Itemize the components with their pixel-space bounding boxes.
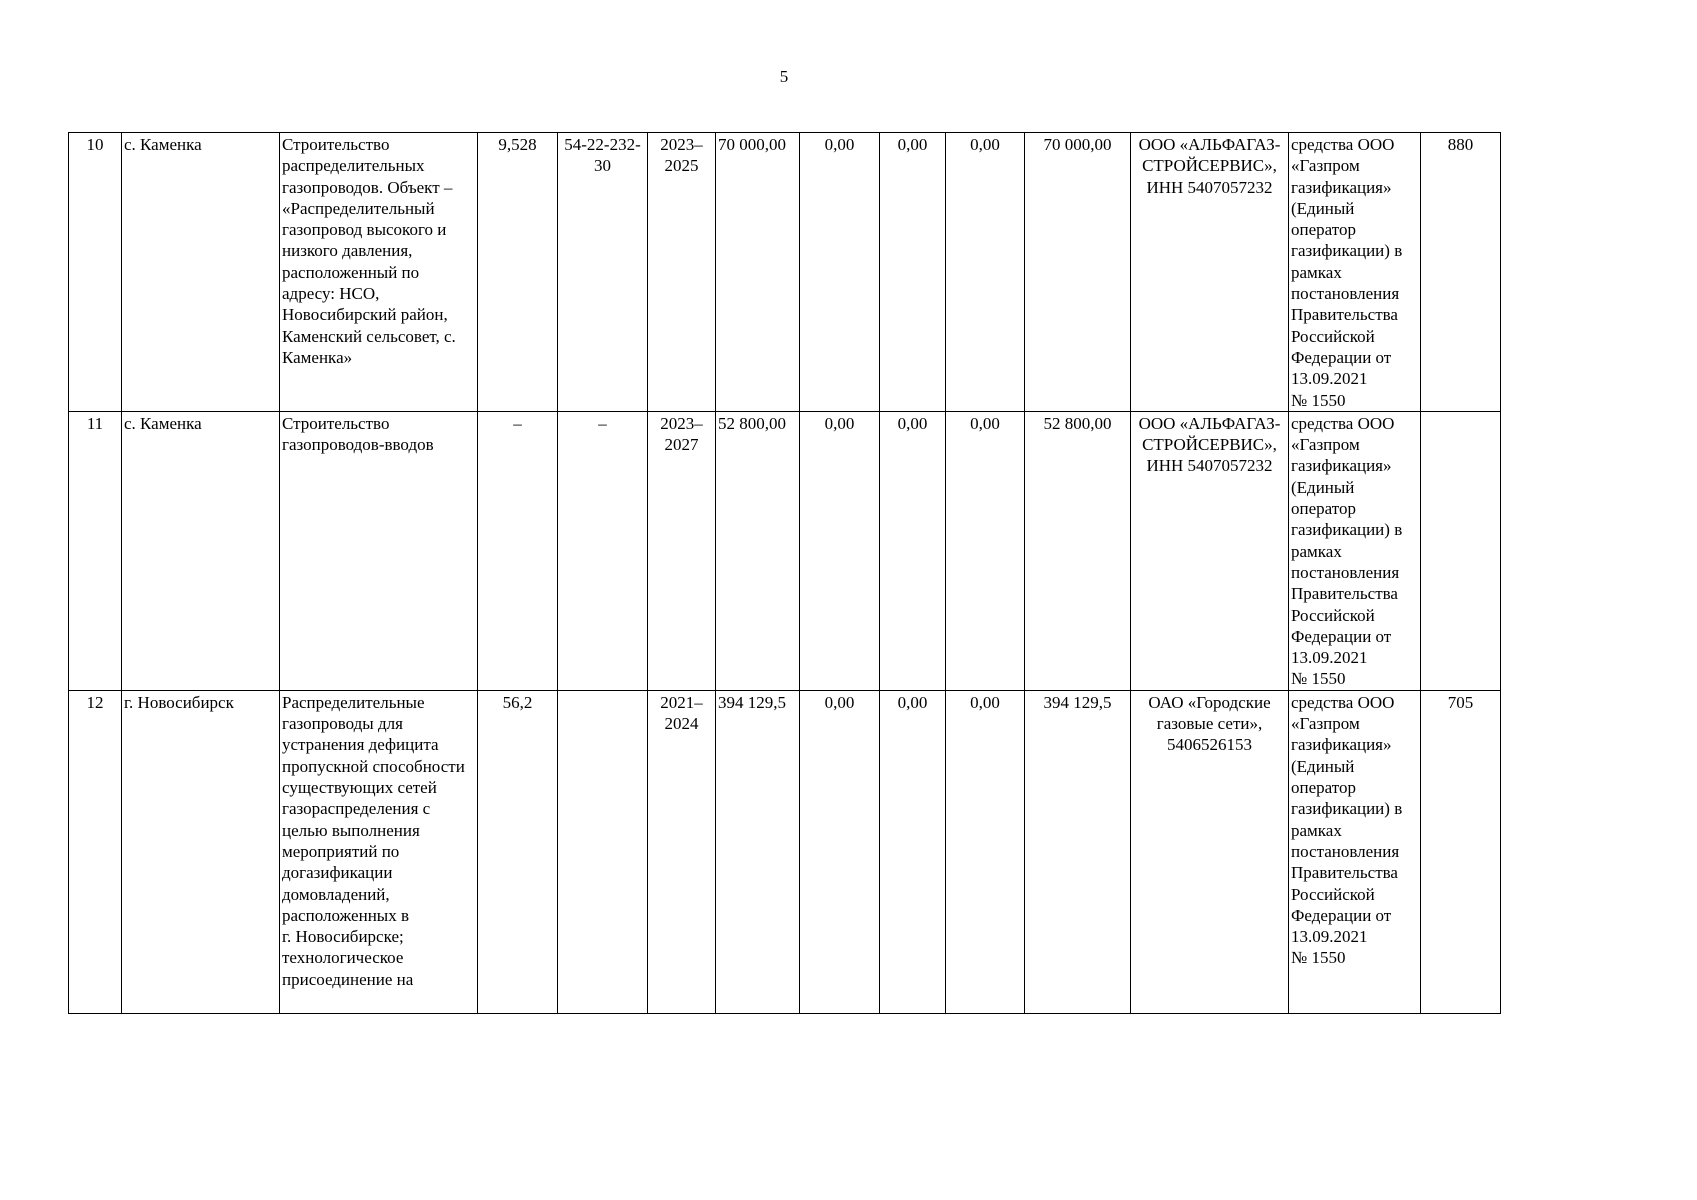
last-value-cell: 705 <box>1421 690 1501 1013</box>
code-cell: 54-22-232-30 <box>558 133 648 412</box>
value-cell: 70 000,00 <box>1025 133 1131 412</box>
value-cell: 0,00 <box>946 411 1025 690</box>
years-cell: 2023– 2027 <box>648 411 716 690</box>
funding-cell: средства ООО «Газпром газификация» (Единый оператор газификации) в рамках постановления Правительства Российской Федерации от 13.09.2021 № 1550 <box>1289 690 1421 1013</box>
value-cell: 0,00 <box>880 411 946 690</box>
funding-cell: средства ООО «Газпром газификация» (Единый оператор газификации) в рамках постановления Правительства Российской Федерации от 13.09.2021 № 1550 <box>1289 411 1421 690</box>
organization-cell: ООО «АЛЬФАГАЗ-СТРОЙСЕРВИС», ИНН 5407057232 <box>1131 411 1289 690</box>
table-row <box>69 411 1501 690</box>
organization-cell: ОАО «Городские газовые сети», 5406526153 <box>1131 690 1289 1013</box>
value-cell: 0,00 <box>800 690 880 1013</box>
locality-cell: с. Каменка <box>122 411 280 690</box>
length-cell: 9,528 <box>478 133 558 412</box>
row-number: 12 <box>69 690 122 1013</box>
description-cell: Строительство газопроводов-вводов <box>280 411 478 690</box>
organization-cell: ООО «АЛЬФАГАЗ-СТРОЙСЕРВИС», ИНН 5407057232 <box>1131 133 1289 412</box>
page-number: 5 <box>779 67 789 86</box>
last-value-cell: 880 <box>1421 133 1501 412</box>
code-cell <box>558 690 648 1013</box>
value-cell: 0,00 <box>880 690 946 1013</box>
length-cell: – <box>478 411 558 690</box>
last-value-cell <box>1421 411 1501 690</box>
row-number: 10 <box>69 133 122 412</box>
locality-cell: г. Новосибирск <box>122 690 280 1013</box>
funding-cell: средства ООО «Газпром газификация» (Единый оператор газификации) в рамках постановления Правительства Российской Федерации от 13.09.2021 № 1550 <box>1289 133 1421 412</box>
value-cell: 0,00 <box>800 133 880 412</box>
total-cell: 394 129,5 <box>716 690 800 1013</box>
value-cell: 394 129,5 <box>1025 690 1131 1013</box>
description-cell: Строительство распределительных газопроводов. Объект – «Распределительный газопровод высокого и низкого давления, расположенный по адресу: НСО, Новосибирский район, Каменский сельсовет, с. Каменка» <box>280 133 478 412</box>
investment-table <box>68 132 1501 1014</box>
years-cell: 2023– 2025 <box>648 133 716 412</box>
total-cell: 70 000,00 <box>716 133 800 412</box>
value-cell: 0,00 <box>800 411 880 690</box>
code-cell: – <box>558 411 648 690</box>
table-row <box>69 133 1501 412</box>
value-cell: 0,00 <box>880 133 946 412</box>
table-row <box>69 690 1501 1013</box>
locality-cell: с. Каменка <box>122 133 280 412</box>
value-cell: 52 800,00 <box>1025 411 1131 690</box>
value-cell: 0,00 <box>946 133 1025 412</box>
years-cell: 2021– 2024 <box>648 690 716 1013</box>
row-number: 11 <box>69 411 122 690</box>
length-cell: 56,2 <box>478 690 558 1013</box>
value-cell: 0,00 <box>946 690 1025 1013</box>
description-cell: Распределительные газопроводы для устранения дефицита пропускной способности существующих сетей газораспределения с целью выполнения мероприятий по догазификации домовладений, расположенных в г. Новосибирске; технологическое присоединение на <box>280 690 478 1013</box>
total-cell: 52 800,00 <box>716 411 800 690</box>
